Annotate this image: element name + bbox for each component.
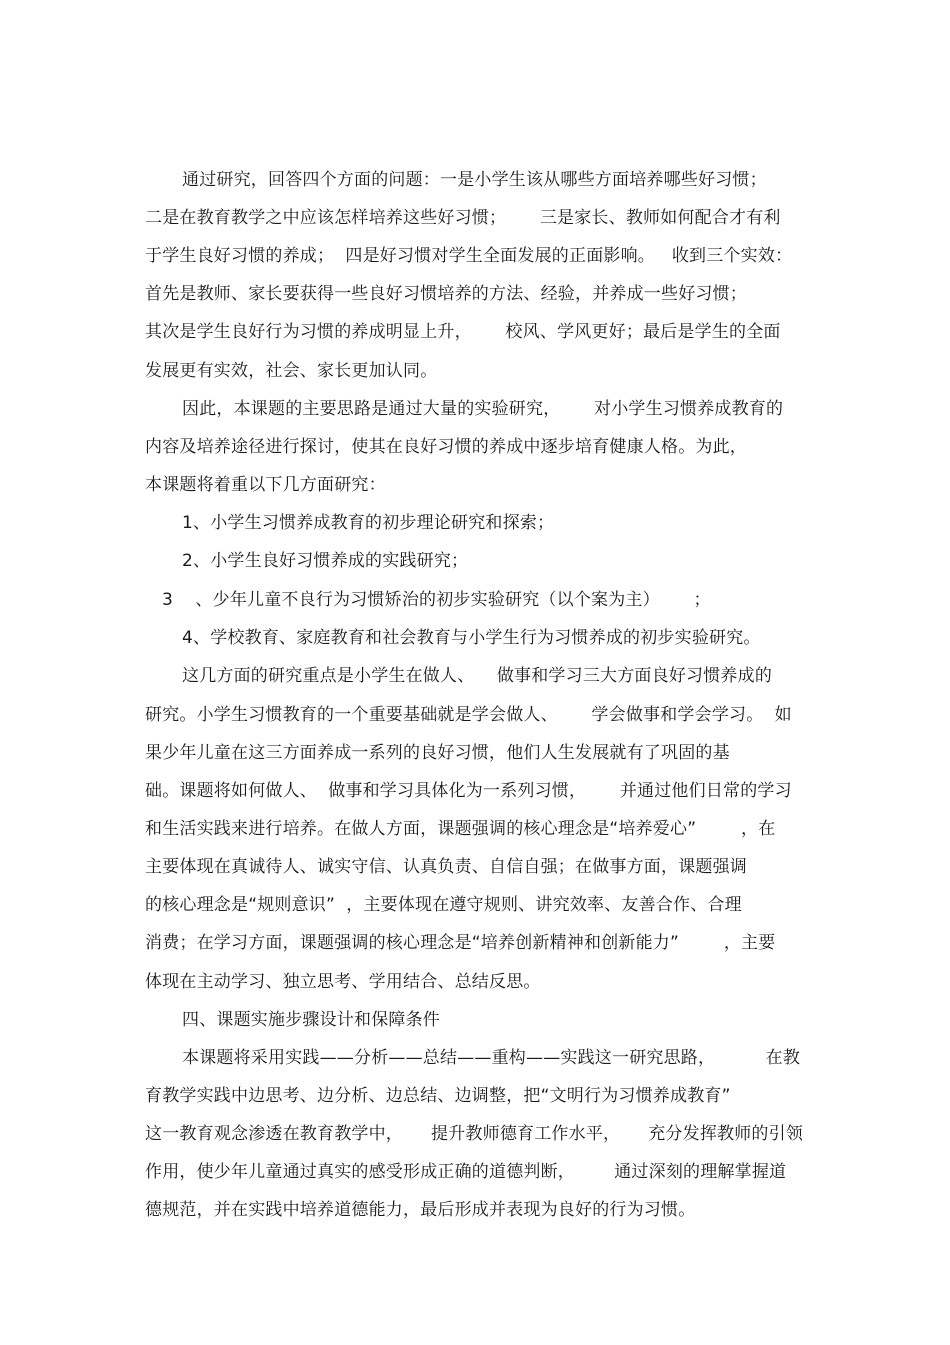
text-line: 首先是教师、家长要获得一些良好习惯培养的方法、经验，并养成一些好习惯； <box>145 284 747 304</box>
section-heading: 四、课题实施步骤设计和保障条件 <box>182 1010 440 1030</box>
text-line: 这几方面的研究重点是小学生在做人、 做事和学习三大方面良好习惯养成的 <box>182 666 773 686</box>
text-line: 的核心理念是“规则意识” ，主要体现在遵守规则、讲究效率、友善合作、合理 <box>145 895 742 915</box>
text-line: 体现在主动学习、独立思考、学用结合、总结反思。 <box>145 972 541 992</box>
text-line: 二是在教育教学之中应该怎样培养这些好习惯； 三是家长、教师如何配合才有利 <box>145 208 781 228</box>
text-line: 研究。小学生习惯教育的一个重要基础就是学会做人、 学会做事和学会学习。 如 <box>145 705 792 725</box>
text-line: 因此，本课题的主要思路是通过大量的实验研究， 对小学生习惯养成教育的 <box>182 399 784 419</box>
text-line: 主要体现在真诚待人、诚实守信、认真负责、自信自强；在做事方面，课题强调 <box>145 857 747 877</box>
list-item: 3 、少年儿童不良行为习惯矫治的初步实验研究（以个案为主） ； <box>162 590 711 610</box>
text-line: 和生活实践来进行培养。在做人方面，课题强调的核心理念是“培养爱心” ，在 <box>145 819 776 839</box>
text-line: 本课题将着重以下几方面研究： <box>145 475 386 495</box>
text-line: 德规范，并在实践中培养道德能力，最后形成并表现为良好的行为习惯。 <box>145 1200 696 1220</box>
text-line: 础。课题将如何做人、 做事和学习具体化为一系列习惯， 并通过他们日常的学习 <box>145 781 792 801</box>
text-line: 内容及培养途径进行探讨，使其在良好习惯的养成中逐步培育健康人格。为此， <box>145 437 747 457</box>
text-line: 发展更有实效，社会、家长更加认同。 <box>145 361 438 381</box>
text-line: 消费；在学习方面，课题强调的核心理念是“培养创新精神和创新能力” ，主要 <box>145 933 776 953</box>
text-line: 作用，使少年儿童通过真实的感受形成正确的道德判断， 通过深刻的理解掌握道 <box>145 1162 787 1182</box>
text-line: 通过研究，回答四个方面的问题：一是小学生该从哪些方面培养哪些好习惯； <box>182 170 767 190</box>
list-item: 4、学校教育、家庭教育和社会教育与小学生行为习惯养成的初步实验研究。 <box>182 628 761 648</box>
text-line: 这一教育观念渗透在教育教学中， 提升教师德育工作水平， 充分发挥教师的引领 <box>145 1124 804 1144</box>
text-line: 于学生良好习惯的养成； 四是好习惯对学生全面发展的正面影响。 收到三个实效： <box>145 246 793 266</box>
list-item: 2、小学生良好习惯养成的实践研究； <box>182 551 469 571</box>
list-item: 1、小学生习惯养成教育的初步理论研究和探索； <box>182 513 555 533</box>
text-line: 育教学实践中边思考、边分析、边总结、边调整，把“文明行为习惯养成教育” <box>145 1086 731 1106</box>
text-line: 果少年儿童在这三方面养成一系列的良好习惯，他们人生发展就有了巩固的基 <box>145 743 730 763</box>
text-line: 本课题将采用实践——分析——总结——重构——实践这一研究思路， 在教 <box>182 1048 801 1068</box>
text-line: 其次是学生良好行为习惯的养成明显上升， 校风、学风更好；最后是学生的全面 <box>145 322 781 342</box>
